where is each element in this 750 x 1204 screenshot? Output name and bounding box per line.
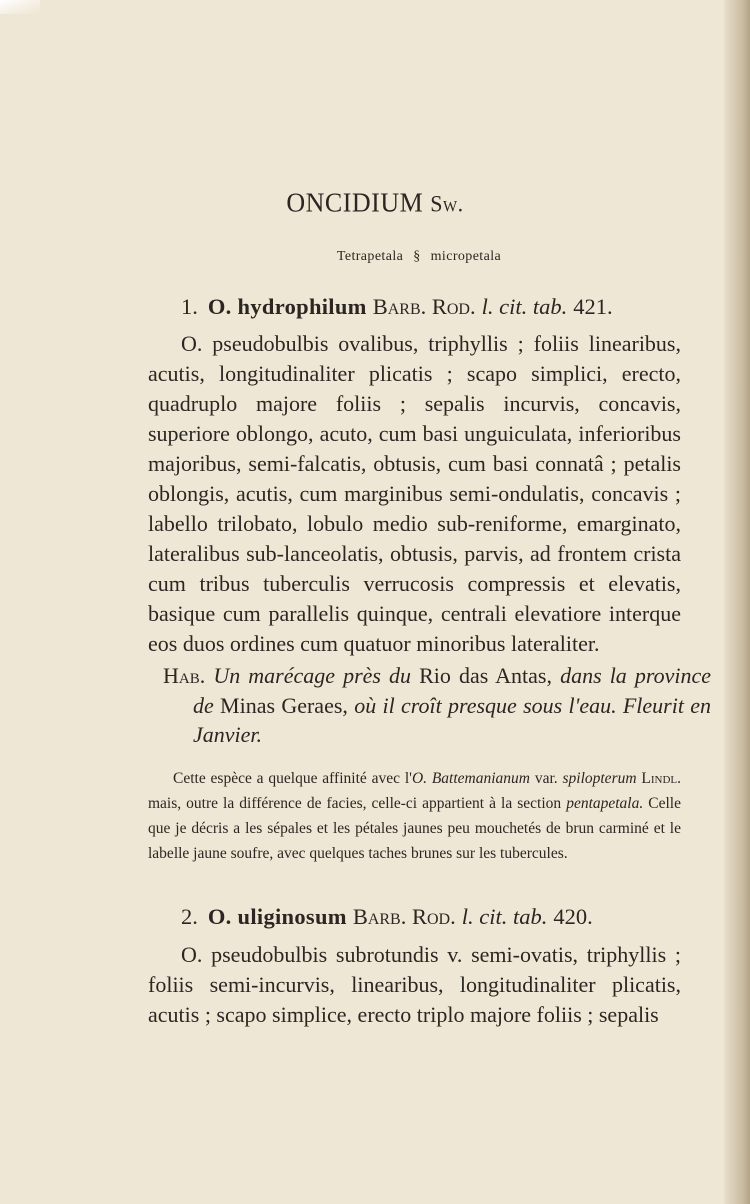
species-1-heading <box>181 294 613 320</box>
note-text-2: var. <box>530 770 563 787</box>
note-italic-1: O. Battemanianum <box>411 770 530 787</box>
genus-author: Sw. <box>430 190 464 217</box>
note-italic-3: pentapetala. <box>566 795 644 812</box>
genus-name: ONCIDIUM <box>286 187 424 218</box>
note-text-1: Cette espèce a quelque affinité avec l' <box>173 770 412 787</box>
species-2-author: Barb. Rod. <box>352 904 456 929</box>
section-right: micropetala <box>430 249 502 264</box>
habitat-place-2: Minas Geraes, <box>220 692 348 718</box>
species-1-description: O. pseudobulbis ovalibus, triphyllis ; foliis linearibus, acutis, longitudinaliter plicatis ; scapo simplici, erecto, quadruplo majore foliis ; sepalis incurvis, concavis, superiore oblongo, acuto, cum basi unguiculata, inferioribus majoribus, semi-falcatis, obtusis, cum basi connatâ ; petalis oblongis, acutis, cum marginibus semi-ondulatis, concavis ; labello trilobato, lobulo medio sub-reniforme, emarginato, lateralibus sub-lanceolatis, obtusis, parvis, ad frontem crista cum tribus tuberculis verrucosis compressis et elevatis, basique cum parallelis quinque, centrali elevatiore interque eos duos ordines cum quatuor minoribus lateraliter. <box>148 331 681 656</box>
species-2-name: O. uliginosum <box>207 904 347 929</box>
page-corner <box>0 0 40 14</box>
page-edge-shadow <box>724 0 750 1204</box>
note-text-5: Celle que je décris a les sépales et les pétales jaunes peu mouchetés de brun carminé et le labelle jaune soufre, avec quelques taches brunes sur les tubercules. <box>148 795 681 862</box>
habitat-text-2: dans la province de <box>193 663 712 718</box>
species-1-note <box>148 766 681 866</box>
habitat-place-1: Rio das Antas, <box>419 663 552 688</box>
section-left: Tetrapetala <box>336 249 404 264</box>
species-2-number: 2. <box>181 904 198 929</box>
species-1-author: Barb. Rod. <box>372 294 476 319</box>
note-italic-2: spilopterum <box>562 770 637 787</box>
species-1-name: O. hydrophilum <box>207 294 367 319</box>
section-heading <box>0 249 750 265</box>
species-1-plate: 421. <box>573 294 613 319</box>
species-1-reference: l. cit. tab. <box>481 294 568 319</box>
genus-heading <box>0 187 750 219</box>
species-2-plate: 420. <box>553 904 593 929</box>
species-2-reference: l. cit. tab. <box>461 904 548 929</box>
species-1-habitat <box>163 661 711 750</box>
note-text-4: mais, outre la différence de facies, celle-ci appartient à la section <box>148 795 567 812</box>
section-symbol: § <box>413 249 421 264</box>
habitat-text-3: où il croît presque sous l'eau. Fleurit en Janvier. <box>193 692 712 747</box>
habitat-text-1: Un marécage près du <box>213 663 412 688</box>
note-author: Lindl. <box>641 770 682 787</box>
species-2-heading <box>181 904 593 930</box>
species-2-description: O. pseudobulbis subrotundis v. semi-ovatis, triphyllis ; foliis semi-incurvis, linearibus, longitudinaliter plicatis, acutis ; scapo simplice, erecto triplo majore foliis ; sepalis <box>148 942 681 1027</box>
habitat-label: Hab. <box>163 663 206 688</box>
species-1-number: 1. <box>181 294 198 319</box>
